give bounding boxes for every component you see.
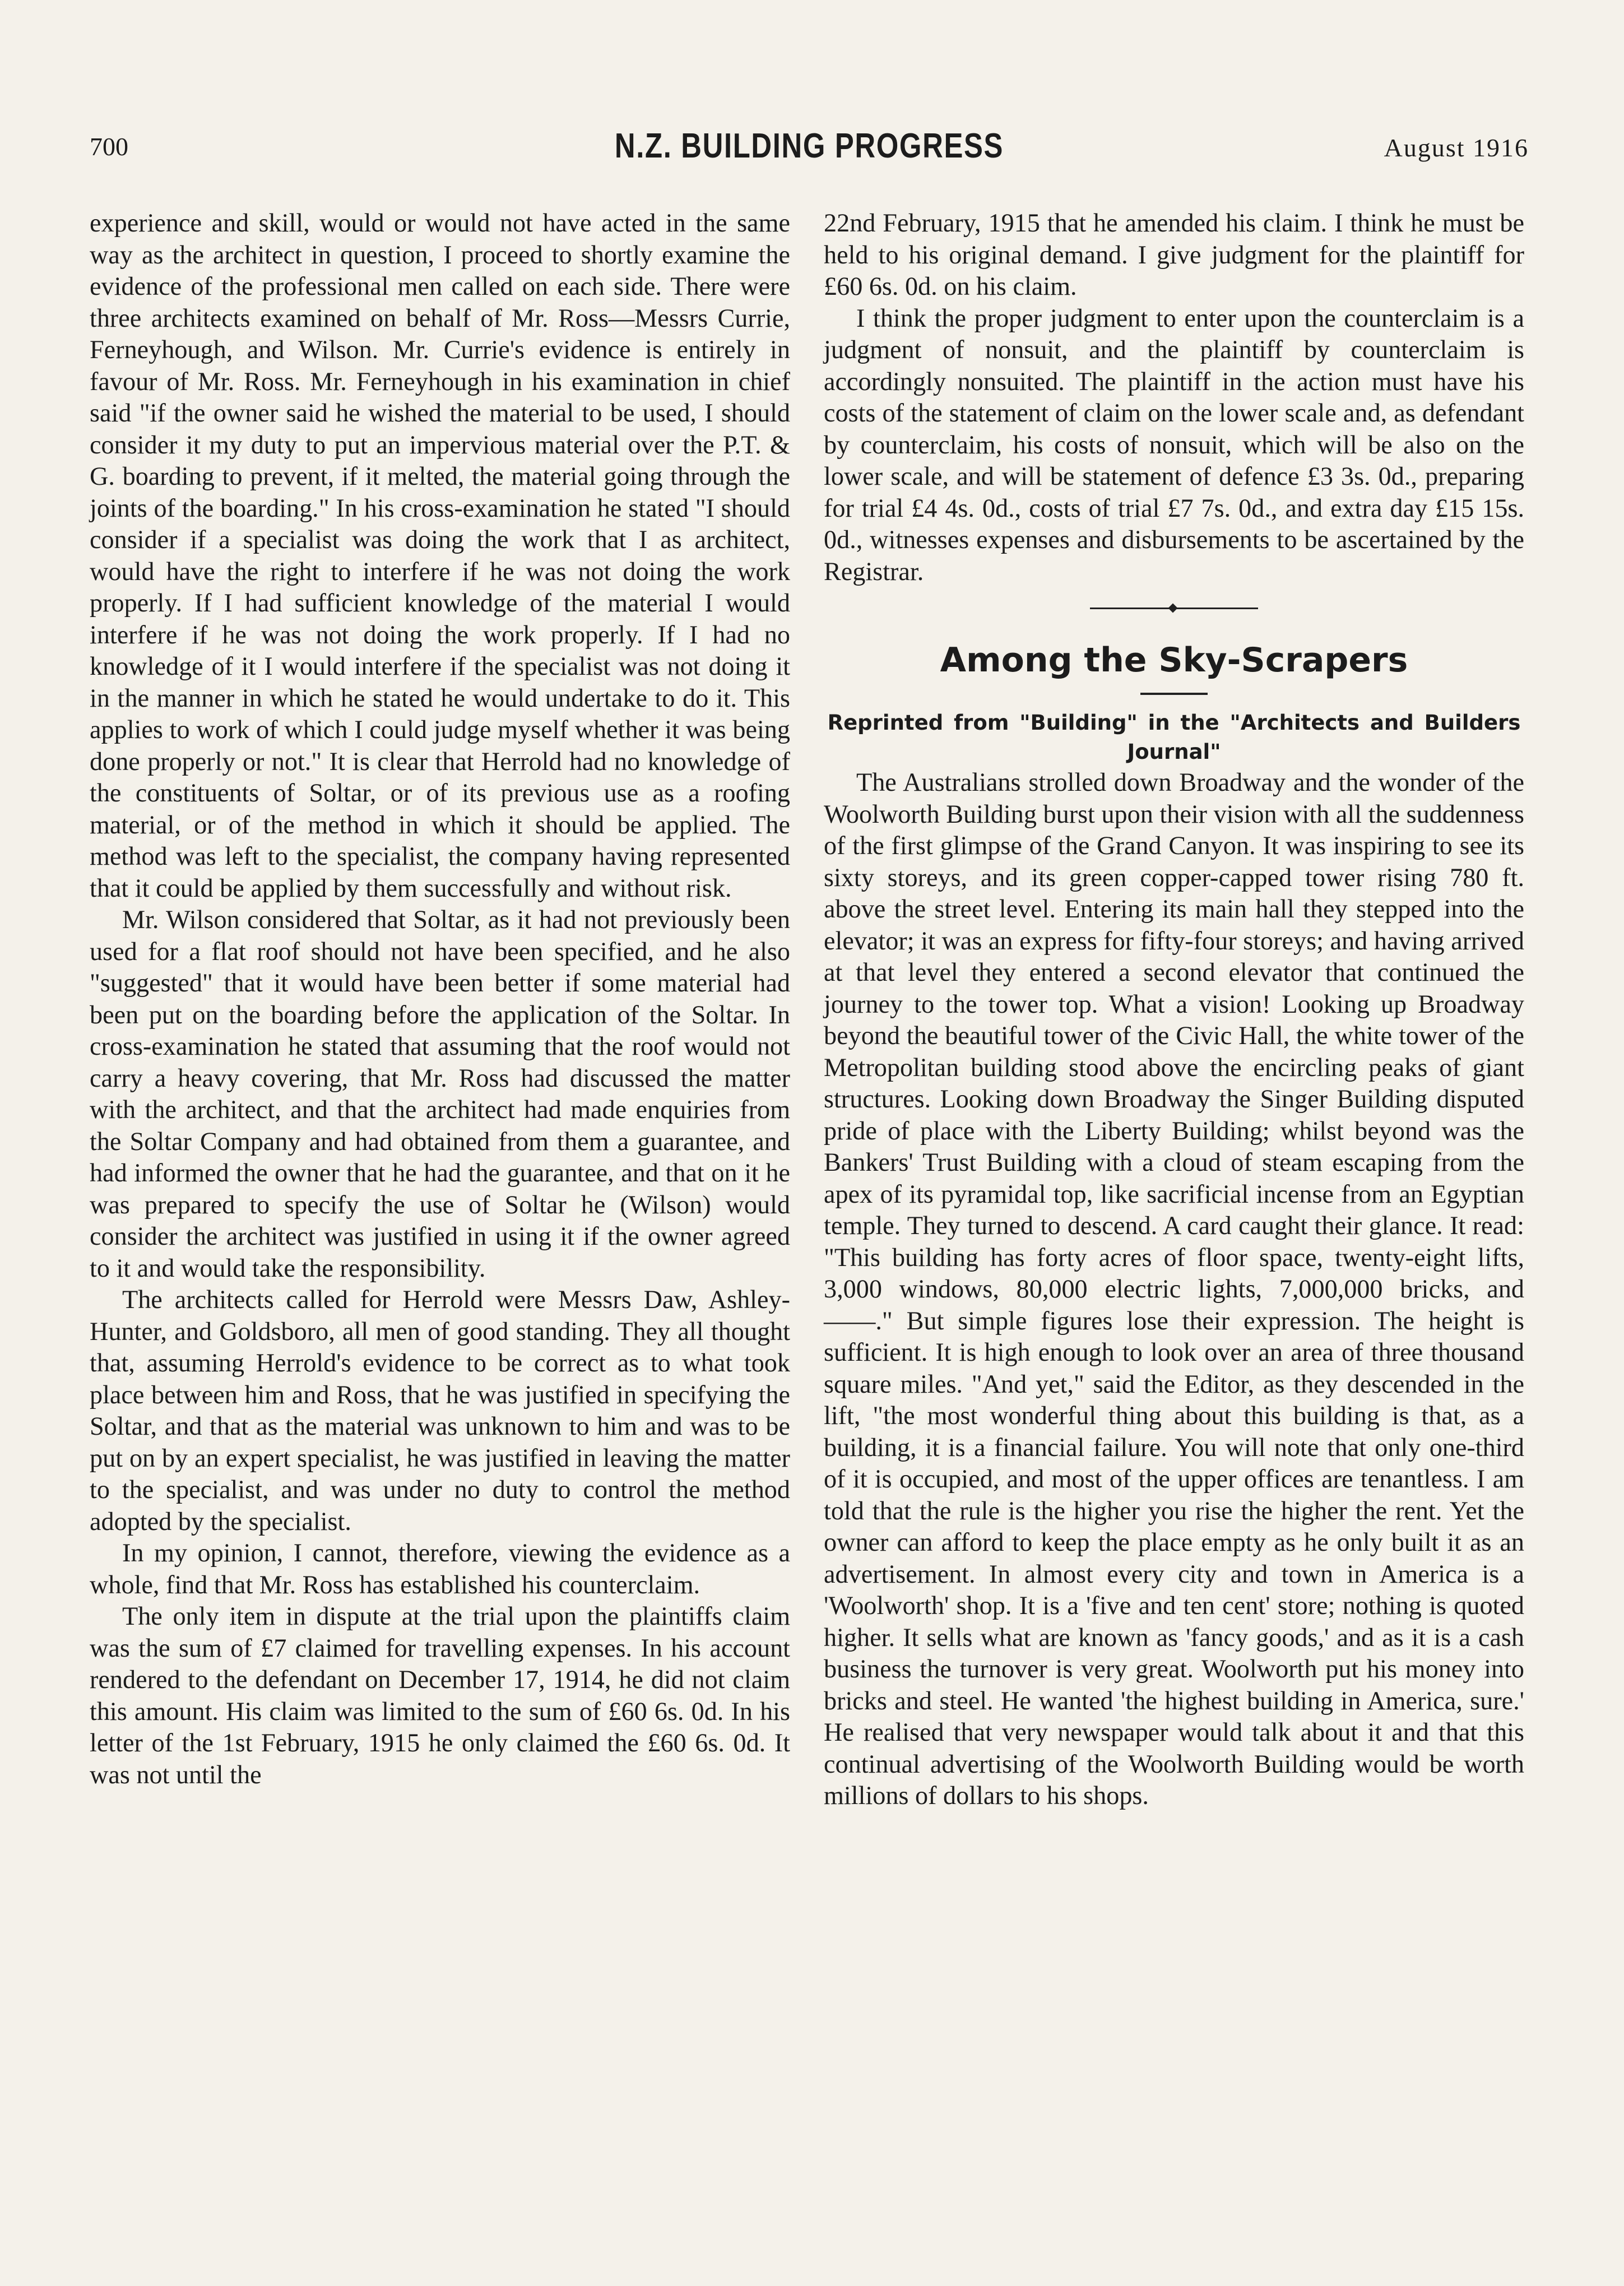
diamond-ornament-icon	[1168, 604, 1178, 613]
paragraph: In my opinion, I cannot, therefore, viewing the evidence as a whole, find that Mr. Ross has established his counterclaim.	[90, 1538, 790, 1599]
paragraph: The only item in dispute at the trial upon the plaintiffs claim was the sum of £7 claimed for travelling expenses. In his account rendered to the defendant on December 17, 1914, he did not claim this amount. His claim was limited to the sum of £60 6s. 0d. In his letter of the 1st February, 1915 he only claimed the £60 6s. 0d. It was not until the	[90, 1602, 790, 1789]
paragraph: I think the proper judgment to enter upon the counterclaim is a judgment of nonsuit, and the plaintiff by counterclaim is accordingly nonsuited. The plaintiff in the action must have his costs of the statement of claim on the lower scale and, as defendant by counterclaim, his costs of nonsuit, which will be also on the lower scale, and will be statement of defence £3 3s. 0d., preparing for trial £4 4s. 0d., costs of trial £7 7s. 0d., and extra day £15 15s. 0d., witnesses expenses and disbursements to be ascertained by the Registrar.	[824, 303, 1524, 586]
article-title: Among the Sky-Scrapers	[940, 641, 1408, 680]
paragraph: experience and skill, would or would not have acted in the same way as the architect in question, I proceed to shortly examine the evidence of the professional men called on each side. There were three architects examined on behalf of Mr. Ross—Messrs Currie, Ferneyhough, and Wilson. Mr. Currie's evidence is entirely in favour of Mr. Ross. Mr. Ferneyhough in his examination in chief said "if the owner said he wished the material to be used, I should consider it my duty to put an impervious material over the P.T. & G. boarding to prevent, if it melted, the material going through the joints of the boarding." In his cross-examination he stated "I should consider if a specialist was doing the work that I as architect, would have the right to interfere if he was not doing the work properly. If I had sufficient knowledge of the material I would interfere if he was not doing the work properly. If I had no knowledge of it I would interfere if the specialist was not doing it in the manner in which he stated he would undertake to do it. This applies to work of which I could judge myself whether it was being done properly or not." It is clear that Herrold had no knowledge of the constituents of Soltar, or of its previous use as a roofing material, or of the method in which it should be applied. The method was left to the specialist, the company having represented that it could be applied by them successfully and without risk.	[90, 208, 790, 902]
journal-title: N.Z. BUILDING PROGRESS	[614, 127, 1004, 165]
paragraph: 22nd February, 1915 that he amended his claim. I think he must be held to his original demand. I give judgment for the plaintiff for £60 6s. 0d. on his claim.	[824, 208, 1524, 300]
page-number: 700	[90, 132, 128, 161]
issue-date: August 1916	[1384, 133, 1529, 162]
ornamental-divider	[1090, 603, 1258, 613]
right-column	[824, 207, 1524, 1812]
title-underline	[1140, 693, 1208, 695]
paragraph: Mr. Wilson considered that Soltar, as it had not previously been used for a flat roof should not have been specified, and he also "suggested" that it would have been better if some material had been put on the boarding before the application of the Soltar. In cross-examination he stated that assuming that the roof would not carry a heavy covering, that Mr. Ross had discussed the matter with the architect, and that the architect had made enquiries from the Soltar Company and had obtained from them a guarantee, and had informed the owner that he had the guarantee, and that on it he was prepared to specify the use of Soltar he (Wilson) would consider the architect was justified in using it if the owner agreed to it and would take the responsibility.	[90, 905, 790, 1282]
article-subtitle: Reprinted from "Building" in the "Architects and Builders Journal"	[827, 711, 1521, 764]
paragraph: The architects called for Herrold were Messrs Daw, Ashley-Hunter, and Goldsboro, all men of good standing. They all thought that, assuming Herrold's evidence to be correct as to what took place between him and Ross, that he was justified in specifying the Soltar, and that as the material was unknown to him and was to be put on by an expert specialist, he was justified in leaving the matter to the specialist, and was under no duty to control the method adopted by the specialist.	[90, 1285, 790, 1536]
page-header	[90, 126, 1529, 177]
article-body: The Australians strolled down Broadway and the wonder of the Woolworth Building burst upon their vision with all the suddenness of the first glimpse of the Grand Canyon. It was inspiring to see its sixty storeys, and its green copper-capped tower rising 780 ft. above the street level. Entering its main hall they stepped into the elevator; it was an express for fifty-four storeys; and having arrived at that level they entered a second elevator that continued the journey to the tower top. What a vision! Looking up Broadway beyond the beautiful tower of the Civic Hall, the white tower of the Metropolitan building stood above the encircling peaks of giant structures. Looking down Broadway the Singer Building disputed pride of place with the Liberty Building; whilst beyond was the Bankers' Trust Building with a cloud of steam escaping from the apex of its pyramidal top, like sacrificial incense from an Egyptian temple. They turned to descend. A card caught their glance. It read: "This building has forty acres of floor space, twenty-eight lifts, 3,000 windows, 80,000 electric lights, 7,000,000 bricks, and ——." But simple figures lose their expression. The height is sufficient. It is high enough to look over an area of three thousand square miles. "And yet," said the Editor, as they descended in the lift, "the most wonderful thing about this building is that, as a building, it is a financial failure. You will note that only one-third of it is occupied, and most of the upper offices are tenantless. I am told that the rule is the higher you rise the higher the rent. Yet the owner can afford to keep the place empty as he only built it as an advertisement. In almost every city and town in America is a 'Woolworth' shop. It is a 'five and ten cent' store; nothing is quoted higher. It sells what are known as 'fancy goods,' and as it is a cash business the turnover is very great. Woolworth put his money into bricks and steel. He wanted 'the highest building in America, sure.' He realised that very newspaper would talk about it and that this continual advertising of the Woolworth Building would be worth millions of dollars to his shops.	[824, 768, 1524, 1810]
left-column	[90, 207, 790, 1791]
